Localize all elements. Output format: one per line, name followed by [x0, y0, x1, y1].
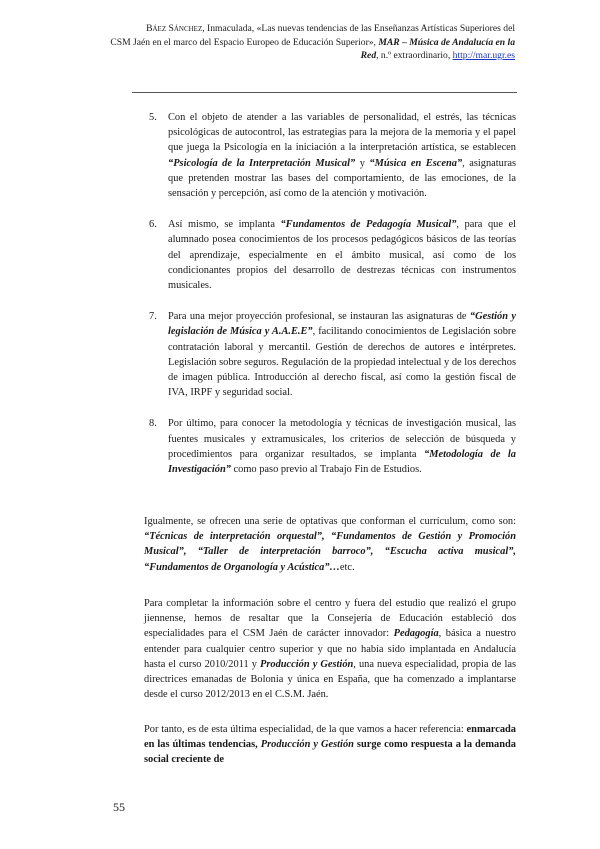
list-number: 8.	[149, 418, 157, 430]
list-item	[144, 110, 516, 201]
paragraph-text: Igualmente, se ofrecen una serie de optativas que conforman el currículum, como son:	[144, 516, 516, 527]
item-text: , facilitando conocimientos de Legislación sobre contratación laboral y mercantil. Gestión de derechos de autores e intérpretes. Legislación sobre seguros. Regulación de la propiedad intelectual y de los derechos de imagen pública. Introducción al derecho fiscal, así como la gestión fiscal de IVA, IRPF y seguridad social.	[168, 326, 516, 399]
header-journal: MAR – Música de Andalucía en la Red	[360, 36, 515, 61]
item-text: Por último, para conocer la metodología y técnicas de investigación musical, las fuentes musicales y extramusicales, los criterios de selección de búsqueda y procedimientos para organizar resultados, se implanta	[168, 418, 516, 460]
paragraph-text: , una nueva especialidad, propia de las directrices emanadas de Bolonia y única en España, que ha comenzado a implantarse desde el curso 2012/2013 en el C.S.M. Jaén.	[144, 658, 516, 701]
item-text: Para una mejor proyección profesional, se instauran las asignaturas de	[168, 311, 470, 323]
header-issue: , n.º extraordinario,	[376, 50, 453, 61]
paragraph-emphasis: Producción y Gestión	[260, 739, 354, 751]
paragraph-especialidades	[144, 596, 516, 702]
item-text: Así mismo, se implanta	[168, 219, 281, 231]
header-line1: , Inmaculada, «Las nuevas tendencias de las Enseñanzas Artísticas Superiores del	[202, 23, 515, 34]
header-rule	[132, 92, 517, 93]
paragraph-emphasis: “Técnicas de interpretación orquestal”, “Fundamentos de Gestión y Promoción Musical”, “Taller de interpretación barroco”, “Escucha activa musical”, “Fundamentos de Organología y Acústica”…	[144, 531, 516, 573]
list-item	[144, 416, 516, 477]
item-subject: “Metodología de la Investigación”	[168, 448, 517, 476]
list-number: 6.	[149, 219, 157, 231]
running-header	[100, 22, 515, 63]
item-text: y	[355, 157, 370, 169]
item-subject: “Fundamentos de Pedagogía Musical”	[280, 219, 457, 231]
list-number: 7.	[149, 311, 157, 323]
item-text: como paso previo al Trabajo Fin de Estudios.	[230, 464, 422, 476]
header-author: Báez Sánchez	[146, 23, 203, 34]
list-item	[144, 217, 516, 293]
item-text: , asignaturas que pretenden mostrar las bases del comportamiento, de las emociones, de la sensación y percepción, así como de la atención y motivación.	[168, 157, 516, 200]
item-subject: “Gestión y legislación de Música y A.A.E.E”	[168, 311, 517, 338]
item-subject: “Psicología de la Interpretación Musical”	[168, 157, 356, 169]
paragraph-text: Por tanto, es de esta última especialidad, de la que vamos a hacer referencia:	[144, 724, 467, 735]
paragraph-emphasis: Producción y Gestión	[259, 658, 354, 670]
item-subject: “Música en Escena”	[369, 157, 463, 169]
paragraph-emphasis: Pedagogía	[393, 628, 439, 640]
item-text: , para que el alumnado posea conocimientos de los procesos pedagógicos básicos de las teorías del aprendizaje, especialmente en el ámbito musical, así como de los condicionantes propios del desarrollo de destrezas técnicas con instrumentos musicales.	[168, 219, 516, 292]
subject-list	[144, 110, 516, 493]
paragraph-optativas	[144, 514, 516, 575]
item-text: Con el objeto de atender a las variables de personalidad, el estrés, las técnicas psicológicas de autocontrol, las estrategias para la mejora de la memoria y el papel que juega la Psicología en la iniciación a la interpretación artística, se establecen	[168, 112, 516, 154]
header-line2: CSM Jaén en el marco del Espacio Europeo de Educación Superior»,	[110, 36, 379, 48]
list-item	[144, 309, 516, 400]
paragraph-text: Para completar la información sobre el centro y fuera del estudio que realizó el grupo jiennense, hemos de resaltar que la Consejería de Educación estableció dos especialidades para el CSM Jaén de carácter innovador:	[144, 598, 516, 640]
header-link[interactable]: http://mar.ugr.es	[452, 50, 515, 61]
list-number: 5.	[149, 112, 157, 123]
paragraph-text: , básica a nuestro entender para cualquier centro superior y que no había sido implantada en Andalucía hasta el curso 2010/2011 y	[144, 628, 516, 670]
paragraph-text: etc.	[339, 561, 355, 573]
page-number: 55	[113, 800, 125, 814]
paragraph-produccion	[144, 722, 516, 768]
paragraph-bold: surge como respuesta a la demanda social creciente de	[144, 739, 517, 766]
paragraph-bold: enmarcada en las últimas tendencias,	[144, 724, 516, 751]
